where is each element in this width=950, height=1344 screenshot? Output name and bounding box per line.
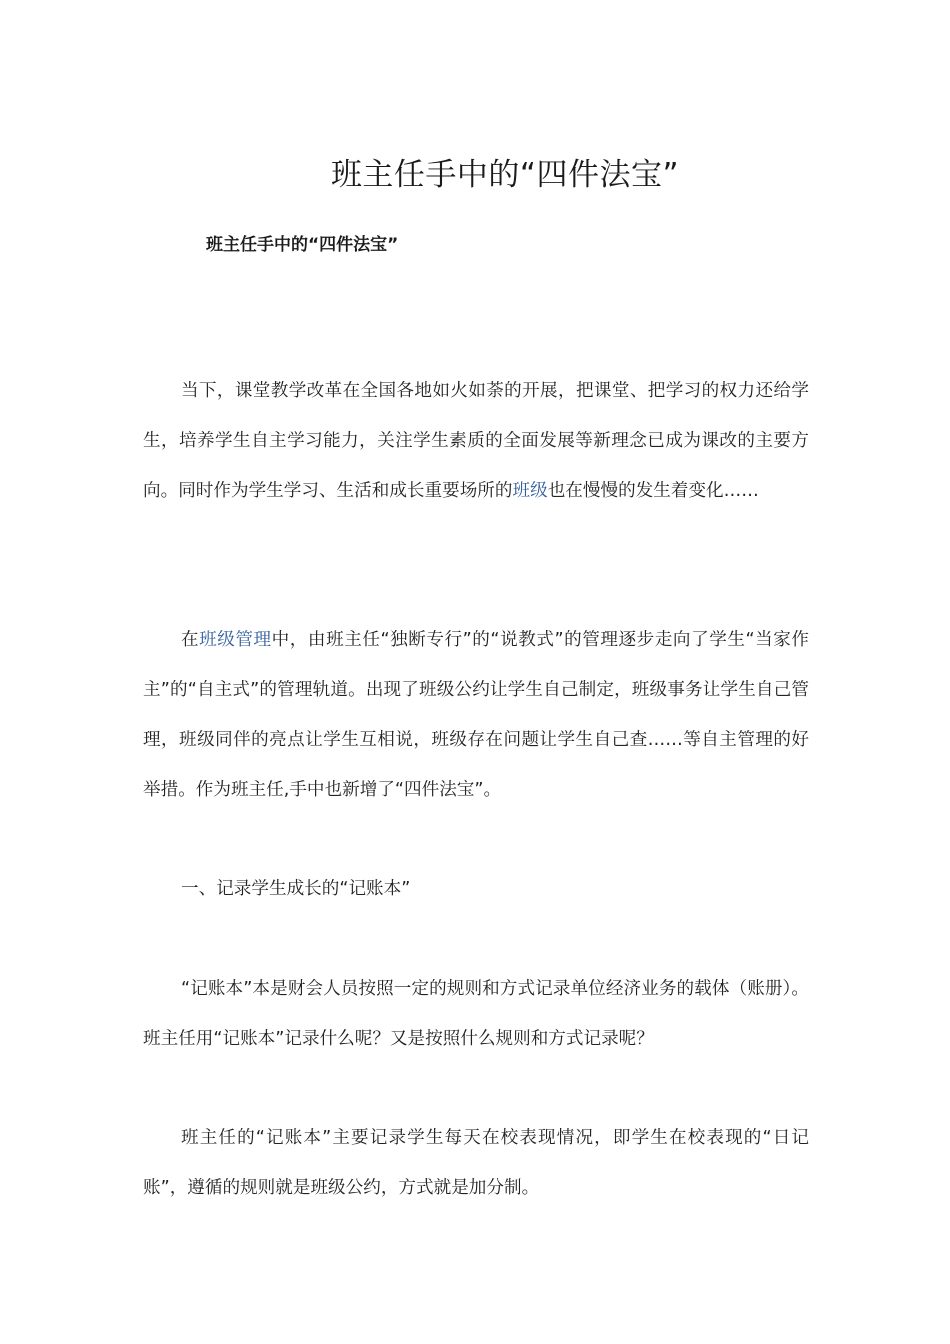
document-subtitle: 班主任手中的“四件法宝”	[206, 235, 399, 255]
paragraph-intro-text-2: 也在慢慢的发生着变化……	[547, 481, 759, 501]
paragraph-management	[143, 615, 809, 815]
paragraph-ledger-definition: “记账本”本是财会人员按照一定的规则和方式记录单位经济业务的载体（账册）。班主任用“记账本”记录什么呢？又是按照什么规则和方式记录呢？	[143, 979, 809, 1049]
paragraph-intro	[143, 366, 809, 516]
paragraph-management-text-2: 中，由班主任“独断专行”的“说教式”的管理逐步走向了学生“当家作主”的“自主式”的管理轨道。出现了班级公约让学生自己制定，班级事务让学生自己管理，班级同伴的亮点让学生互相说，班级存在问题让学生自己查……等自主管理的好举措。作为班主任,手中也新增了“四件法宝”。	[143, 630, 809, 800]
document-title: 班主任手中的“四件法宝”	[330, 156, 680, 193]
link-banji-guanli[interactable]: 班级管理	[199, 630, 272, 650]
section-heading-1: 一、记录学生成长的“记账本”	[181, 879, 411, 899]
link-banji[interactable]: 班级	[512, 481, 548, 501]
paragraph-management-text-1: 在	[181, 630, 200, 650]
paragraph-intro-text-1: 当下，课堂教学改革在全国各地如火如荼的开展，把课堂、把学习的权力还给学生，培养学生自主学习能力，关注学生素质的全面发展等新理念已成为课改的主要方向。同时作为学生学习、生活和成长重要场所的	[143, 381, 809, 501]
paragraph-ledger-usage: 班主任的“记账本”主要记录学生每天在校表现情况，即学生在校表现的“日记账”，遵循的规则就是班级公约，方式就是加分制。	[143, 1128, 809, 1198]
